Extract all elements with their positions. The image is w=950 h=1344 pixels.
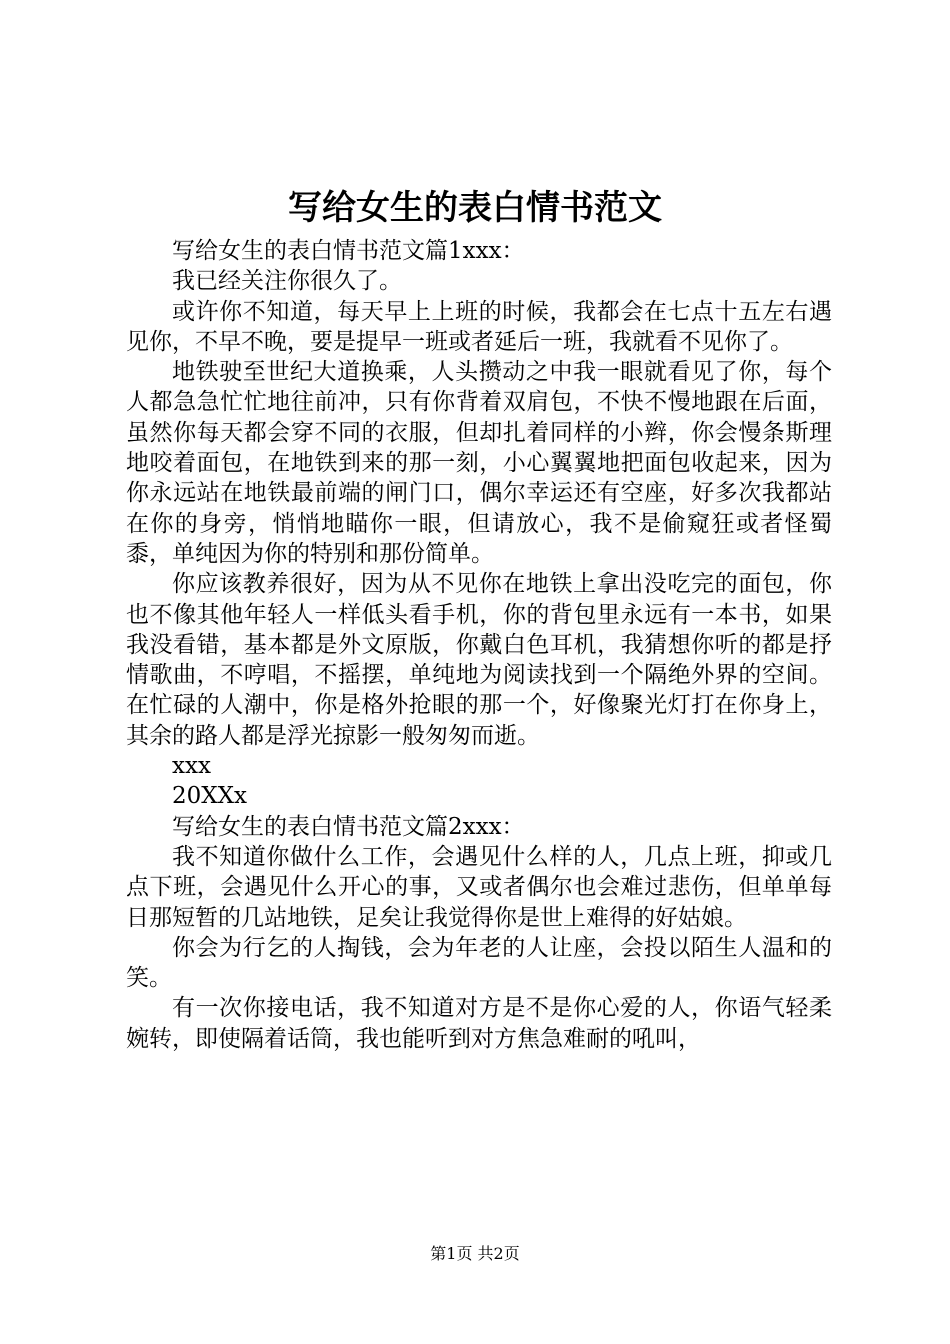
paragraph: 写给女生的表白情书范文篇1xxx： xyxy=(172,238,525,264)
paragraph: 我不知道你做什么工作，会遇见什么样的人，几点上班，抑或几点下班，会遇见什么开心的事，又或者偶尔也会难过悲伤，但单单每日那短暂的几站地铁，足矣让我觉得你是世上难得的好姑娘。 xyxy=(126,843,832,931)
document-title: 写给女生的表白情书范文 xyxy=(288,188,662,228)
paragraph: 有一次你接电话，我不知道对方是不是你心爱的人，你语气轻柔婉转，即使隔着话筒，我也能听到对方焦急难耐的吼叫， xyxy=(126,995,832,1052)
paragraph: 你应该教养很好，因为从不见你在地铁上拿出没吃完的面包，你也不像其他年轻人一样低头看手机，你的背包里永远有一本书，如果我没看错，基本都是外文原版，你戴白色耳机，我猜想你听的都是抒情歌曲，不哼唱，不摇摆，单纯地为阅读找到一个隔绝外界的空间。在忙碌的人潮中，你是格外抢眼的那一个，好像聚光灯打在你身上，其余的路人都是浮光掠影一般匆匆而逝。 xyxy=(126,571,832,749)
paragraph: xxx xyxy=(172,753,211,780)
paragraph: 你会为行乞的人掏钱，会为年老的人让座，会投以陌生人温和的笑。 xyxy=(126,934,832,992)
paragraph: 写给女生的表白情书范文篇2xxx： xyxy=(172,813,525,840)
document-body xyxy=(126,236,832,1054)
paragraph: 或许你不知道，每天早上上班的时候，我都会在七点十五左右遇见你，不早不晚，要是提早一班或者延后一班，我就看不见你了。 xyxy=(126,298,832,355)
page-footer: 第1页 共2页 xyxy=(430,1244,520,1263)
paragraph: 地铁驶至世纪大道换乘，人头攒动之中我一眼就看见了你，每个人都急急忙忙地往前冲，只有你背着双肩包，不快不慢地跟在后面，虽然你每天都会穿不同的衣服，但却扎着同样的小辫，你会慢条斯理地咬着面包，在地铁到来的那一刻，小心翼翼地把面包收起来，因为你永远站在地铁最前端的闸门口，偶尔幸运还有空座，好多次我都站在你的身旁，悄悄地瞄你一眼，但请放心，我不是偷窥狂或者怪蜀黍，单纯因为你的特别和那份简单。 xyxy=(126,359,832,567)
paragraph: 20XXx xyxy=(172,783,247,810)
paragraph: 我已经关注你很久了。 xyxy=(172,268,402,295)
